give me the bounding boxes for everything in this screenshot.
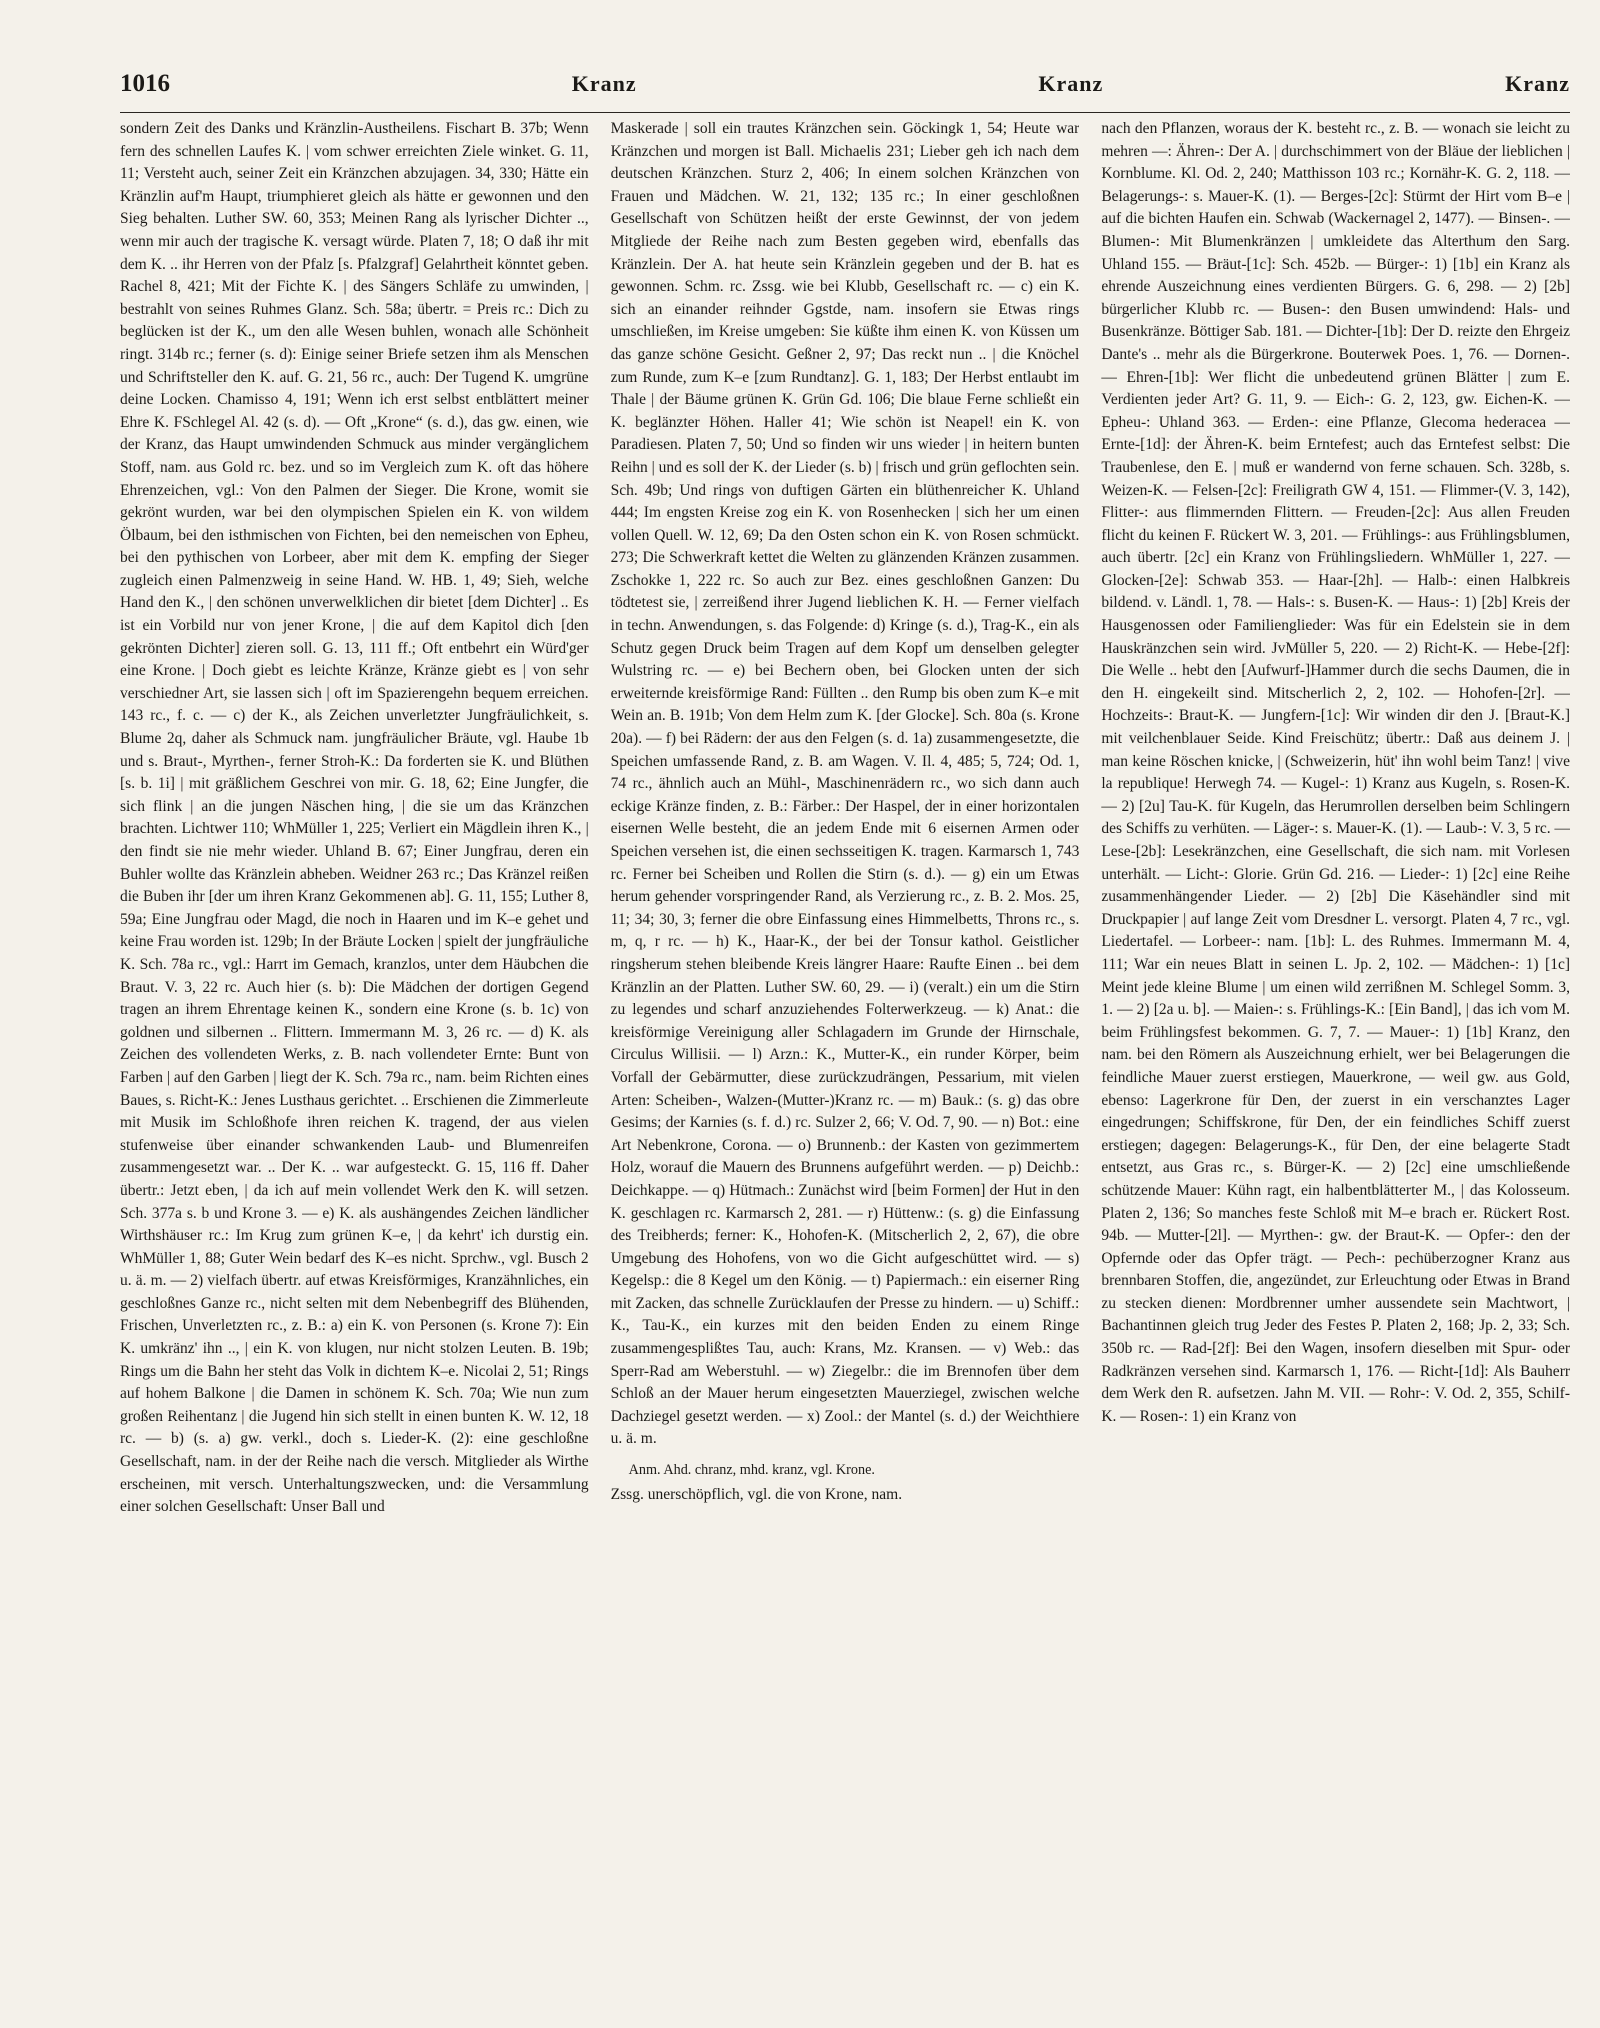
center-headword: Kranz — [1038, 71, 1104, 96]
column-left-text: sondern Zeit des Danks und Kränzlin-Austheilens. Fischart B. 37b; Wenn fern des schnellen Laufes K. | vom schwer erreichten Ziele winket. G. 11, 11; Versteht auch, seiner Zeit ein Kränzchen abzujagen. 34, 330; Hätte ein Kränzlin auf'm Haupt, triumphieret gleich als hätte er gewonnen und den Sieg behalten. Luther SW. 60, 353; Meinen Rang als lyrischer Dichter .., wenn mir auch der tragische K. versagt würde. Platen 7, 18; O daß ihr mit dem K. .. ihr Herren von der Pfalz [s. Pfalzgraf] Gelahrtheit könntet geben. Rachel 8, 421; Mit der Fichte K. | des Sängers Schläfe zu umwinden, | bestrahlt von seines Ruhmes Glanz. Sch. 58a; übertr. = Preis rc.: Dich zu beglücken ist der K., um den alle Wesen buhlen, wonach alle Schönheit ringt. 314b rc.; ferner (s. d): Einige seiner Briefe setzen ihm als Menschen und Schriftsteller den K. auf. G. 21, 56 rc., auch: Der Tugend K. umgrüne deine Locken. Chamisso 4, 191; Wenn ich erst selbst entblättert meiner Ehre K. FSchlegel Al. 42 (s. d). — Oft „Krone“ (s. d.), das gw. einen, wie der Kranz, das Haupt umwindenden Schmuck aus minder vergänglichem Stoff, nam. aus Gold rc. bez. und so im Vergleich zum K. oft das höhere Ehrenzeichen, vgl.: Von den Palmen der Sieger. Die Krone, womit sie gekrönt wurden, war bei den olympischen Spielen ein K. von wildem Ölbaum, bei den isthmischen von Fichten, bei den nemeischen von Epheu, bei den pythischen von Lorbeer, aber mit dem K. empfing der Sieger zugleich einen Palmenzweig in seine Hand. W. HB. 1, 49; Sieh, welche Hand den K., | den schönen unverwelklichen dir bietet [dem Dichter] .. Es ist ein Vorbild nur von jener Krone, | die auf dem Kapitol dich [den gekrönten Dichter] zieren soll. G. 13, 111 ff.; Oft entbehrt ein Würd'ger eine Krone. | Doch giebt es leichte Kränze, Kränze giebt es | von sehr verschiedner Art, sie lassen sich | oft im Spazierengehn bequem erreichen. 143 rc., f. c. — c) der K., als Zeichen unverletzter Jungfräulichkeit, s. Blume 2q, daher als Schmuck nam. jungfräulicher Bräute, vgl. Haube 1b und s. Braut-, Myrthen-, ferner Stroh-K.: Da forderten sie K. und Blüthen [s. b. 1i] | mit gräßlichem Geschrei von mir. G. 18, 62; Eine Jungfer, die sich flink | an die jungen Näschen hing, | die sie um das Kränzchen brachten. Lichtwer 110; WhMüller 1, 225; Verliert ein Mägdlein ihren K., | den findt sie nie mehr wieder. Uhland B. 67; Einer Jungfrau, deren ein Buhler wollte das Kränzlein abheben. Weidner 263 rc.; Das Kränzel reißen die Buben ihr [der um ihren Kranz Gekommenen ab]. G. 11, 155; Luther 8, 59a; Eine Jungfrau oder Magd, die noch in Haaren und im K–e gehet und keine Frau worden ist. 129b; In der Bräute Locken | spielt der jungfräuliche K. Sch. 78a rc., vgl.: Harrt im Gemach, kranzlos, unter dem Häubchen die Braut. V. 3, 22 rc. Auch hier (s. b): Die Mädchen der dortigen Gegend tragen an ihrem Ehrentage keinen K., sondern eine Krone (s. b. 1c) von goldnen und silbernen .. Flittern. Immermann M. 3, 26 rc. — d) K. als Zeichen des vollendeten Werks, z. B. nach vollendeter Ernte: Bunt von Farben | auf den Garben | liegt der K. Sch. 79a rc., nam. beim Richten eines Baues, s. Richt-K.: Jenes Lusthaus gerichtet. .. Erschienen die Zimmerleute mit Musik im Schloßhofe ihren reichen K. tragend, der aus vielen stufenweise über einander schwankenden Laub- und Blumenreifen zusammengesetzt war. .. Der K. .. war aufgesteckt. G. 15, 116 ff. Daher übertr.: Jetzt eben, | da ich auf mein vollendet Werk den K. will setzen. Sch. 377a s. b und Krone 3. — e) K. als aushängendes Zeichen ländlicher Wirthshäuser rc.: Im Krug zum grünen K–e, | da kehrt' ich durstig ein. WhMüller 1, 88; Guter Wein bedarf des K–es nicht. Sprchw., vgl. Busch 2 u. ä. m. — 2) vielfach übertr. auf etwas Kreisförmiges, Kranzähnliches, ein geschloßnes Ganze rc., nicht selten mit dem Nebenbegriff des Blühenden, Frischen, Unverletzten rc., z. B.: a) ein K. von Personen (s. Krone 7): Ein K. umkränz' ihn .., | ein K. von klugen, nur nicht stolzen Leuten. B. 19b; Rings um die Bahn her steht das Volk in dichtem K–e. Nicolai 2, 51; Rings auf hohem Balkone | die Damen in schönem K. Sch. 70a; Wie nun zum großen Reihentanz | die Jugend hin sich stellt in einen bunten K. W. 12, 18 rc. — b) (s. a) gw. verkl., doch s. Lieder-K. (2): eine geschloßne Gesellschaft, nam. in der der Reihe nach die versch. Mitglieder als Wirthe erscheinen, mit versch. Unterhaltungszwecken, und: die Versammlung einer solchen Gesellschaft: Unser Ball und — [120, 120, 589, 1516]
etymology-note: Anm. Ahd. chranz, mhd. kranz, vgl. Krone. — [628, 1462, 875, 1479]
compounds-intro: Zssg. unerschöpflich, vgl. die von Krone, nam. — [610, 1485, 903, 1503]
column-right-text: nach den Pflanzen, woraus der K. besteht rc., z. B. — wonach sie leicht zu mehren —: Ähren-: Der A. | durchschimmert von der Bläue der lieblichen | Kornblume. Kl. Od. 2, 240; Matthisson 103 rc.; Kornähr-K. G. 2, 118. — Belagerungs-: s. Mauer-K. (1). — Berges-[2c]: Stürmt der Hirt vom B–e | auf die bichten Haufen ein. Schwab (Wackernagel 2, 1477). — Binsen-. — Blumen-: Mit Blumenkränzen | umkleidete das Alterthum den Sarg. Uhland 155. — Bräut-[1c]: Sch. 452b. — Bürger-: 1) [1b] ein Kranz als ehrende Auszeichnung eines verdienten Bürgers. G. 6, 298. — 2) [2b] bürgerlicher Klubb rc. — Busen-: den Busen umwindend: Hals- und Busenkränze. Böttiger Sab. 181. — Dichter-[1b]: Der D. reizte den Ehrgeiz Dante's .. mehr als die Bürgerkrone. Bouterwek Poes. 1, 76. — Dornen-. — Ehren-[1b]: Wer flicht die unbedeutend grünen Blätter | zum E. Verdienten jeder Art? G. 11, 9. — Eich-: G. 2, 123, gw. Eichen-K. — Epheu-: Uhland 363. — Erden-: eine Pflanze, Glecoma hederacea — Ernte-[1d]: der Ähren-K. beim Erntefest; auch das Erntefest selbst: Die Traubenlese, den E. | muß er wandernd von ferne schauen. Sch. 328b, s. Weizen-K. — Felsen-[2c]: Freiligrath GW 4, 151. — Flimmer-(V. 3, 142), Flitter-: aus flimmernden Flittern. — Freuden-[2c]: Aus allen Freuden flicht du keinen F. Rückert W. 3, 201. — Frühlings-: aus Frühlingsblumen, auch übertr. [2c] ein Kranz von Frühlingsliedern. WhMüller 1, 227. — Glocken-[2e]: Schwab 353. — Haar-[2h]. — Halb-: einen Halbkreis bildend. v. Ländl. 1, 78. — Hals-: s. Busen-K. — Haus-: 1) [2b] Kreis der Hausgenossen oder Familienglieder: Was für ein Edelstein sie in dem Hauskränzchen sein wird. JvMüller 5, 220. — 2) Richt-K. — Hebe-[2f]: Die Welle .. hebt den [Aufwurf-]Hammer durch die sechs Daumen, die in den H. eingekeilt sind. Mitscherlich 2, 2, 102. — Hohofen-[2r]. — Hochzeits-: Braut-K. — Jungfern-[1c]: Wir winden dir den J. [Braut-K.] mit veilchenblauer Seide. Kind Freischütz; übertr.: Daß aus deinem J. | man keine Röschen knicke, | (Schweizerin, hüt' ihn wohl beim Tanz! | vive la republique! Herwegh 74. — Kugel-: 1) Kranz aus Kugeln, s. Rosen-K. — 2) [2u] Tau-K. für Kugeln, das Herumrollen derselben beim Schlingern des Schiffs zu verhüten. — Läger-: s. Mauer-K. (1). — Laub-: V. 3, 5 rc. — Lese-[2b]: Lesekränzchen, eine Gesellschaft, die sich nam. mit Vorlesen unterhält. — Licht-: Glorie. Grün Gd. 216. — Lieder-: 1) [2c] eine Reihe zusammenhängender Lieder. — 2) [2b] Die Käsehändler sind mit Druckpapier | auf lange Zeit vom Dresdner L. versorgt. Platen 4, 7 rc., vgl. Liedertafel. — Lorbeer-: nam. [1b]: L. des Ruhmes. Immermann M. 4, 111; War ein neues Blatt in seinen L. Jp. 2, 102. — Mädchen-: 1) [1c] Meint jede kleine Blume | um einen wild zerrißnen M. Schlegel Somm. 3, 1. — 2) [2a u. b]. — Maien-: s. Frühlings-K.: [Ein Band], | das ich vom M. beim Frühlingsfest bekommen. G. 7, 7. — Mauer-: 1) [1b] Kranz, den nam. bei den Römern als Auszeichnung erhielt, wer bei Belagerungen die feindliche Mauer zuerst erstiegen, Mauerkrone, — weil gw. aus Gold, ebenso: Lagerkrone für Den, der zuerst in ein verschanztes Lager eingedrungen; Schiffskrone, für Den, der ein feindliches Schiff zuerst erstiegen; dagegen: Belagerungs-K., für Den, der eine belagerte Stadt entsetzt, aus Gras rc., s. Bürger-K. — 2) [2c] eine umschließende schützende Mauer: Kühn ragt, ein halbentblätterter M., | das Kolosseum. Platen 2, 136; So manches feste Schloß mit M–e brach er. Rückert Rost. 94b. — Mutter-[2l]. — Myrthen-: gw. der Braut-K. — Opfer-: den der Opfernde oder das Opfer trägt. — Pech-: pechüberzogner Kranz aus brennbaren Stoffen, die, angezündet, zur Erleuchtung oder Etwas in Brand zu stecken dienen: Mordbrenner umher aussendete sein Machtwort, | Bachantinnen gleich trug Jeder des Festes P. Platen 2, 168; Jp. 2, 33; Sch. 350b rc. — Rad-[2f]: Bei den Wagen, insofern dieselben mit Spur- oder Radkränzen versehen sind. Karmarsch 1, 176. — Richt-[1d]: Als Bauherr dem Werk den R. aufsetzen. Jahn M. VII. — Rohr-: V. Od. 2, 355, Schilf-K. — Rosen-: 1) ein Kranz von — [1101, 120, 1571, 1425]
page-number: 1016 — [120, 70, 170, 97]
column-middle — [611, 118, 1080, 2008]
running-header — [120, 70, 1570, 110]
column-left — [120, 118, 589, 2008]
column-right — [1101, 118, 1570, 2008]
text-columns — [120, 118, 1570, 2008]
left-headword: Kranz — [571, 71, 637, 96]
column-middle-text: Maskerade | soll ein trautes Kränzchen sein. Göckingk 1, 54; Heute war Kränzchen und morgen ist Ball. Michaelis 231; Lieber geh ich nach dem deutschen Kränzchen. Sturz 2, 406; In einem solchen Kränzchen von Frauen und Mädchen. W. 21, 132; 135 rc.; In einer geschloßnen Gesellschaft von Schützen heißt der erste Gewinnst, der von jedem Mitgliede der Reihe nach zum Besten gegeben wird, ebenfalls das Kränzlein. Der A. hat heute sein Kränzlein gegeben und der B. hat es gewonnen. Schm. rc. Zssg. wie bei Klubb, Gesellschaft rc. — c) ein K. sich an einander reihnder Ggstde, nam. insofern sie Etwas rings umschließen, im Kreise umgeben: Sie küßte ihm einen K. von Küssen um das ganze schöne Gesicht. Geßner 2, 97; Das reckt nun .. | die Knöchel zum Runde, zum K–e [zum Rundtanz]. G. 1, 183; Der Herbst entlaubt im Thale | der Bäume grünen K. Grün Gd. 106; Die blaue Ferne schließt ein K. beglänzter Höhen. Haller 41; Wie schön ist Neapel! ein K. von Paradiesen. Platen 7, 50; Und so finden wir uns wieder | in heitern bunten Reihn | und es soll der K. der Lieder (s. b) | frisch und grün geflochten sein. Sch. 49b; Und rings von duftigen Gärten ein blüthenreicher K. Uhland 444; Im engsten Kreise zog ein K. von Rosenhecken | sich her um einen vollen Quell. W. 12, 69; Da den Osten schon ein K. von Rosen schmückt. 273; Die Schwerkraft kettet die Welten zu glänzenden Kränzen zusammen. Zschokke 1, 222 rc. So auch zur Bez. eines geschloßnen Ganzen: Du tödtetest sie, | zerreißend ihrer Jugend lieblichen K. H. — Ferner vielfach in techn. Anwendungen, s. das Folgende: d) Kringe (s. d.), Trag-K., ein als Schutz gegen Druck beim Tragen auf dem Kopf um denselben gelegter Wulstring rc. — e) bei Bechern oben, bei Glocken unten der sich erweiternde kreisförmige Rand: Füllten .. den Rump bis oben zum K–e mit Wein an. B. 191b; Von dem Helm zum K. [der Glocke]. Sch. 80a (s. Krone 20a). — f) bei Rädern: der aus den Felgen (s. d. 1a) zusammengesetzte, die Speichen umfassende Rand, z. B. am Wagen. V. Il. 4, 485; 5, 724; Od. 1, 74 rc., ähnlich auch an Mühl-, Maschinenrädern rc., wo sich dann auch eckige Kränze finden, z. B.: Färber.: Der Haspel, der in einer horizontalen eisernen Welle besteht, die an jedem Ende mit 6 eisernen Armen oder Speichen versehen ist, die einen sechsseitigen K. tragen. Karmarsch 1, 743 rc. Ferner bei Scheiben und Rollen die Stirn (s. d.). — g) ein um Etwas herum gehender vorspringender Rand, als Verzierung rc., z. B. 2. Mos. 25, 11; 34; 30, 3; ferner die obre Einfassung eines Himmelbetts, Throns rc., s. m, q, r rc. — h) K., Haar-K., der bei der Tonsur kathol. Geistlicher ringsherum stehen bleibende Kreis längrer Haare: Raufte Einen .. bei dem Kränzlin an der Platten. Luther SW. 60, 29. — i) (veralt.) ein um die Stirn zu legendes und scharf anzuziehendes Folterwerkzeug. — k) Anat.: die kreisförmige Vereinigung aller Schlagadern im Grunde der Hirnschale, Circulus Willisii. — l) Arzn.: K., Mutter-K., ein runder Körper, beim Vorfall der Gebärmutter, diese zurückzudrängen, Pessarium, mit vielen Arten: Scheiben-, Walzen-(Mutter-)Kranz rc. — m) Bauk.: (s. g) das obre Gesims; der Karnies (s. f. d.) rc. Sulzer 2, 66; V. Od. 7, 90. — n) Bot.: eine Art Nebenkrone, Corona. — o) Brunnenb.: der Kasten von gezimmertem Holz, worauf die Mauern des Brunnens aufgeführt werden. — p) Deichb.: Deichkappe. — q) Hütmach.: Zunächst wird [beim Formen] der Hut in den K. geschlagen rc. Karmarsch 2, 281. — r) Hüttenw.: (s. g) die Einfassung des Treibherds; ferner: K., Hohofen-K. (Mitscherlich 2, 2, 67), die obre Umgebung des Hohofens, von wo die Gicht aufgeschüttet wird. — s) Kegelsp.: die 8 Kegel um den König. — t) Papiermach.: ein eiserner Ring mit Zacken, das schnelle Zurücklaufen der Presse zu hindern. — u) Schiff.: K., Tau-K., ein kurzes mit den beiden Enden zu einem Ringe zusammengesplißtes Tau, auch: Krans, Mz. Kransen. — v) Web.: das Sperr-Rad am Weberstuhl. — w) Ziegelbr.: die im Brennofen über dem Schloß an der Mauer herum eingesetzten Mauerziegel, zwischen welche Dachziegel gesetzt werden. — x) Zool.: der Mantel (s. d.) der Weichthiere u. ä. m. — [610, 120, 1080, 1448]
header-rule — [120, 112, 1570, 113]
right-headword: Kranz — [1505, 71, 1570, 96]
